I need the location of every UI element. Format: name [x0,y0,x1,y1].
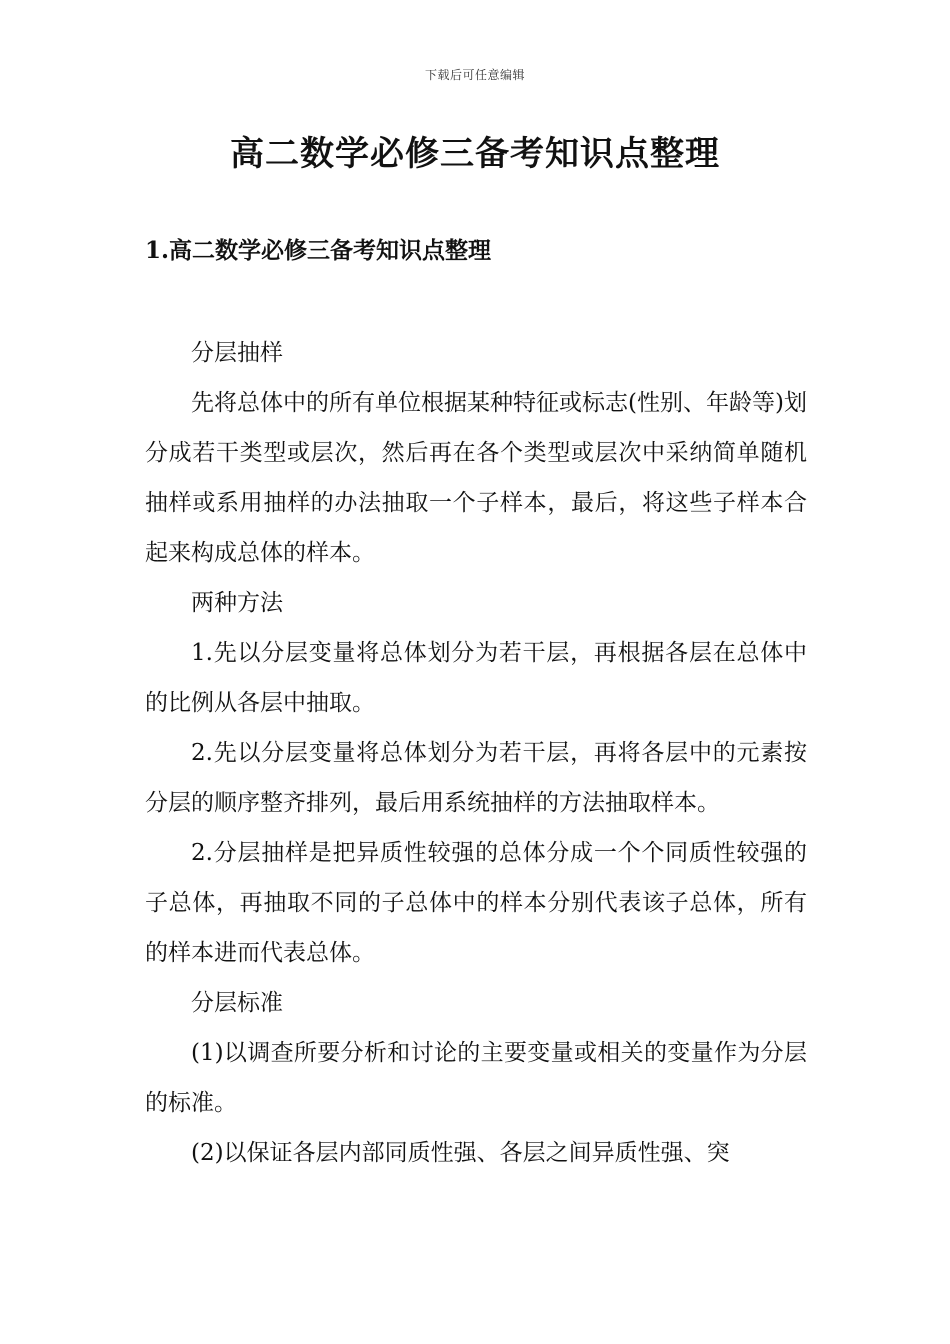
document-body [145,328,807,1178]
paragraph-definition: 先将总体中的所有单位根据某种特征或标志(性别、年龄等)划分成若干类型或层次，然后再在各个类型或层次中采纳简单随机抽样或系用抽样的办法抽取一个子样本，最后，将这些子样本合起来构成总体的样本。 [145,390,807,566]
document-title: 高二数学必修三备考知识点整理 [230,134,720,174]
subheading-stratification-standard: 分层标准 [191,990,283,1016]
section-heading: 1.高二数学必修三备考知识点整理 [145,237,492,264]
header-note: 下载后可任意编辑 [424,68,525,82]
paragraph-standard-1: (1)以调查所要分析和讨论的主要变量或相关的变量作为分层的标准。 [145,1040,807,1116]
subheading-two-methods: 两种方法 [191,590,283,616]
subheading-stratified-sampling: 分层抽样 [191,340,283,366]
paragraph-method-1: 1.先以分层变量将总体划分为若干层，再根据各层在总体中的比例从各层中抽取。 [145,640,807,716]
paragraph-principle: 2.分层抽样是把异质性较强的总体分成一个个同质性较强的子总体，再抽取不同的子总体中的样本分别代表该子总体，所有的样本进而代表总体。 [145,840,807,966]
paragraph-standard-2: (2)以保证各层内部同质性强、各层之间异质性强、突 [191,1140,730,1166]
paragraph-method-2: 2.先以分层变量将总体划分为若干层，再将各层中的元素按分层的顺序整齐排列，最后用系统抽样的方法抽取样本。 [145,740,807,816]
